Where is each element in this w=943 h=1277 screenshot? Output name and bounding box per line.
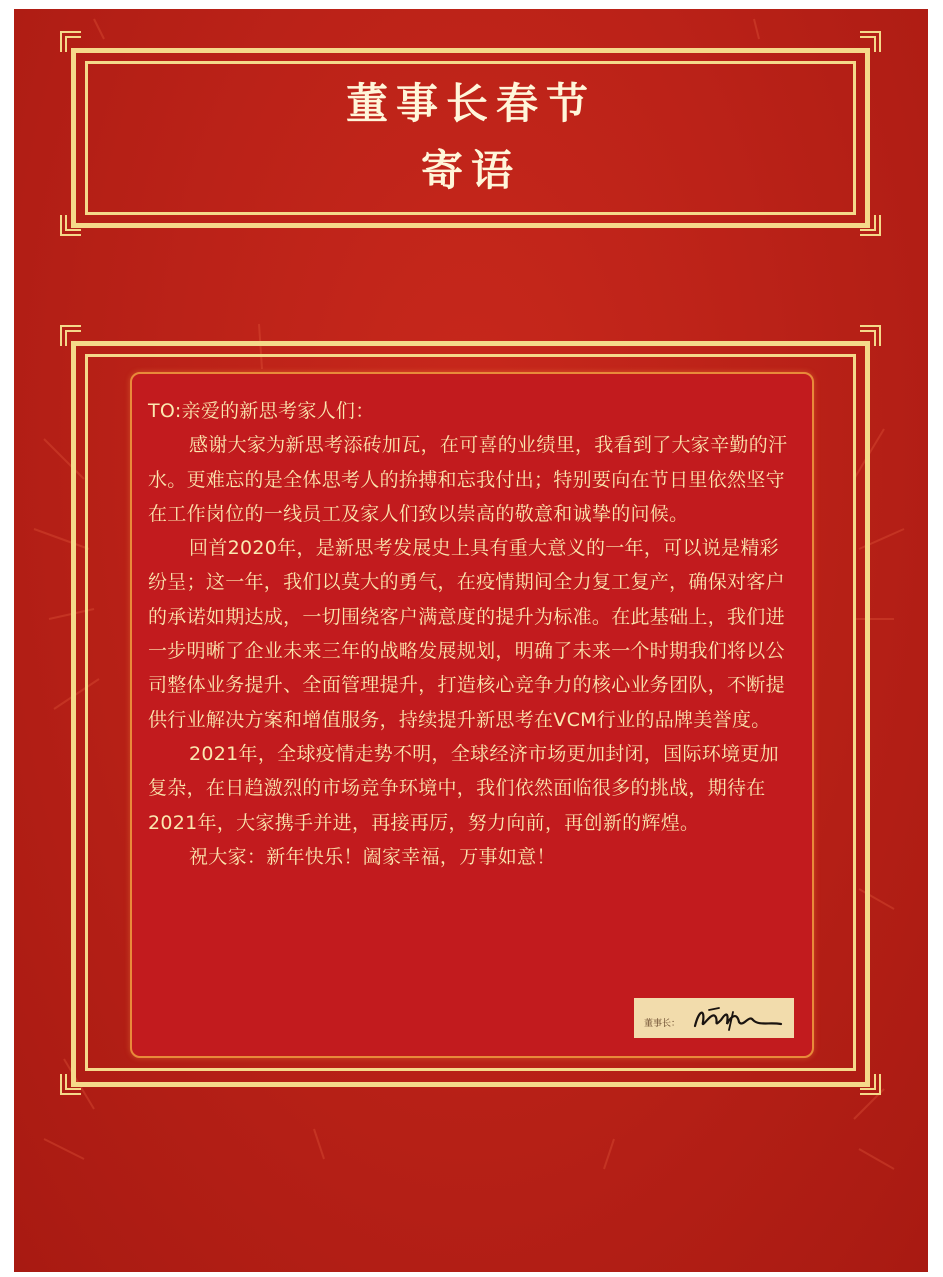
letter-greeting: TO:亲爱的新思考家人们： <box>148 400 375 422</box>
letter-panel <box>130 372 814 1058</box>
letter-paragraph-4: 祝大家：新年快乐！阖家幸福，万事如意！ <box>189 845 556 868</box>
handwritten-signature <box>689 1002 789 1034</box>
corner-ornament <box>60 214 82 236</box>
signature-image <box>634 998 794 1038</box>
letter-paragraph-2: 回首2020年，是新思考发展史上具有重大意义的一年，可以说是精彩纷呈；这一年，我们以莫大的勇气，在疫情期间全力复工复产，确保对客户的承诺如期达成，一切围绕客户满意度的提升为标准。在此基础上，我们进一步明晰了企业未来三年的战略发展规划，明确了未来一个时期我们将以公司整体业务提升、全面管理提升，打造核心竞争力的核心业务团队，不断提供行业解决方案和增值服务，持续提升新思考在VCM行业的品牌美誉度。 <box>148 537 785 731</box>
signature-label: 董事长： <box>644 1019 681 1029</box>
corner-ornament <box>859 214 881 236</box>
title-line1: 董事长春节 <box>345 79 596 128</box>
corner-ornament <box>859 1073 881 1095</box>
corner-ornament <box>60 31 82 53</box>
letter-body <box>148 394 794 874</box>
corner-ornament <box>60 325 82 347</box>
corner-ornament <box>60 1073 82 1095</box>
poster <box>14 9 928 1272</box>
title-line2: 寄语 <box>420 146 521 195</box>
corner-ornament <box>859 325 881 347</box>
letter-paragraph-3: 2021年，全球疫情走势不明，全球经济市场更加封闭，国际环境更加复杂，在日趋激烈的市场竞争环境中，我们依然面临很多的挑战，期待在2021年，大家携手并进，再接再厉，努力向前，再创新的辉煌。 <box>148 742 779 834</box>
corner-ornament <box>859 31 881 53</box>
letter-paragraph-1: 感谢大家为新思考添砖加瓦，在可喜的业绩里，我看到了大家辛勤的汗水。更难忘的是全体思考人的拚搏和忘我付出；特别要向在节日里依然坚守在工作岗位的一线员工及家人们致以崇高的敬意和诚挚的问候。 <box>148 434 788 525</box>
